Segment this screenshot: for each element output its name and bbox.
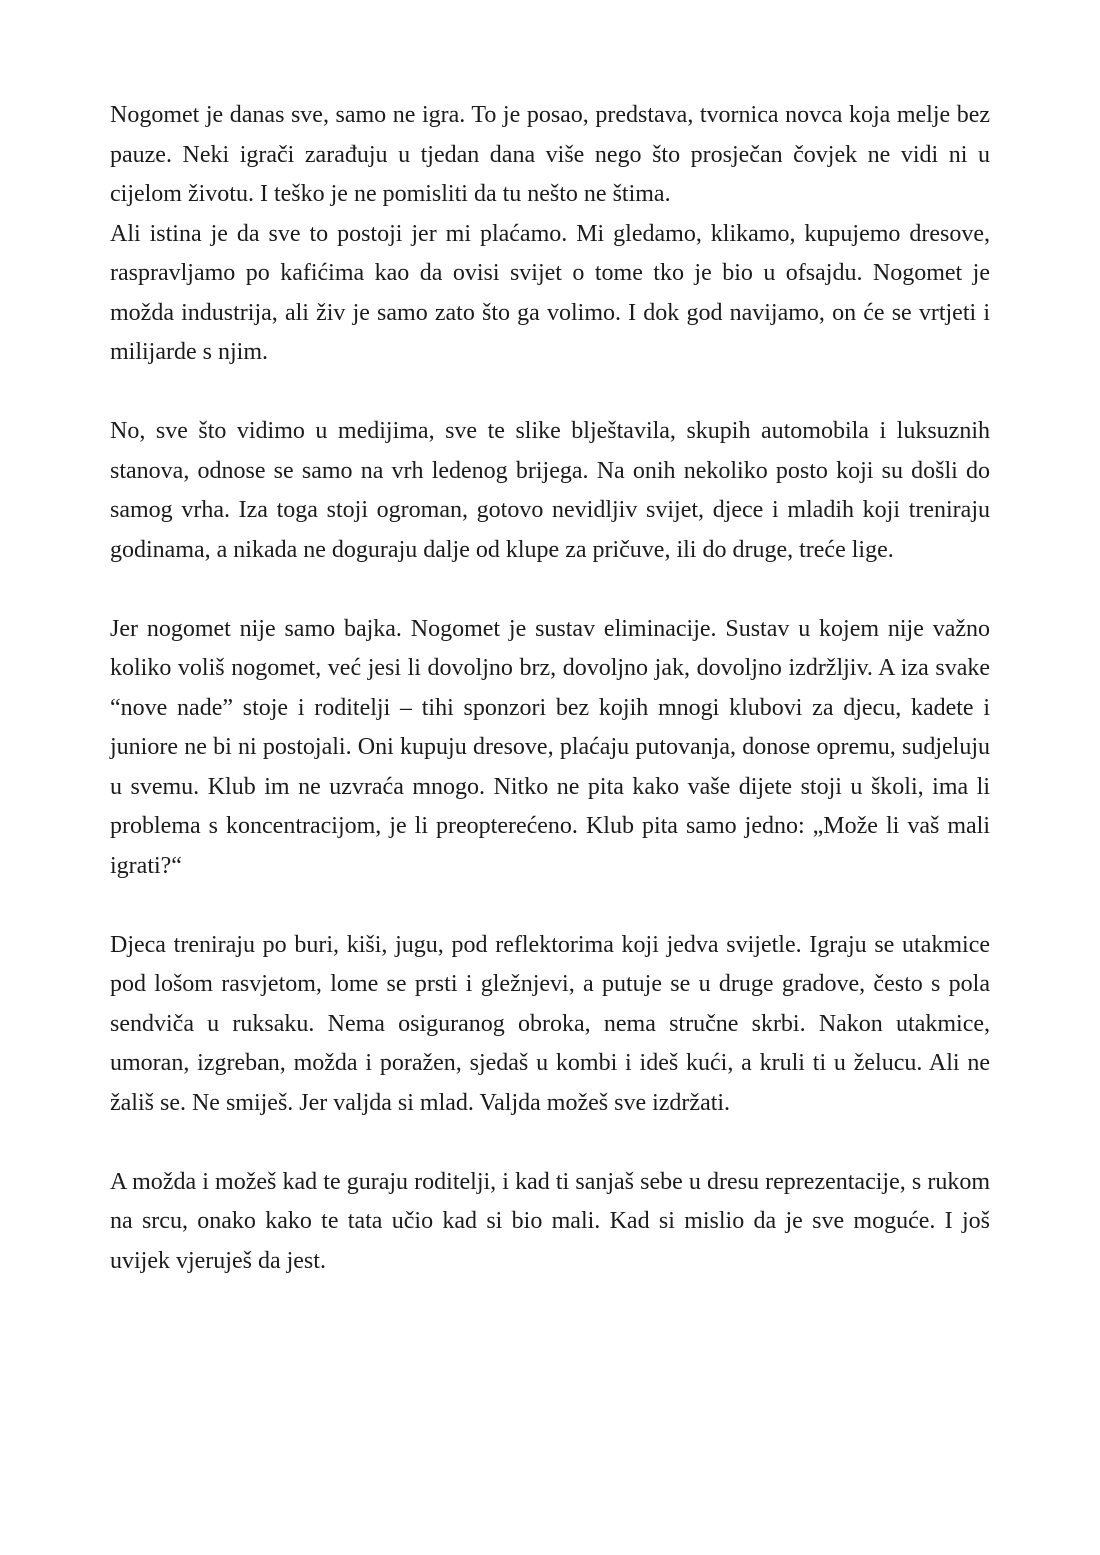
paragraph-4: Jer nogomet nije samo bajka. Nogomet je sustav eliminacije. Sustav u kojem nije važno koliko voliš nogomet, već jesi li dovoljno brz, dovoljno jak, dovoljno izdržljiv. A iza svake “nove nade” stoje i roditelji – tihi sponzori bez kojih mnogi klubovi za djecu, kadete i juniore ne bi ni postojali. Oni kupuju dresove, plaćaju putovanja, donose opremu, sudjeluju u svemu. Klub im ne uzvraća mnogo. Nitko ne pita kako vaše dijete stoji u školi, ima li problema s koncentracijom, je li preopterećeno. Klub pita samo jedno: „Može li vaš mali igrati?“	[110, 615, 990, 879]
paragraph-2: Ali istina je da sve to postoji jer mi plaćamo. Mi gledamo, klikamo, kupujemo dresove, raspravljamo po kafićima kao da ovisi svijet o tome tko je bio u ofsajdu. Nogomet je možda industrija, ali živ je samo zato što ga volimo. I dok god navijamo, on će se vrtjeti i milijarde s njim.	[110, 220, 990, 365]
paragraph-6: A možda i možeš kad te guraju roditelji, i kad ti sanjaš sebe u dresu reprezentacije, s rukom na srcu, onako kako te tata učio kad si bio mali. Kad si mislio da je sve moguće. I još uvijek vjeruješ da jest.	[110, 1168, 990, 1274]
article-body	[110, 96, 990, 1281]
paragraph-5: Djeca treniraju po buri, kiši, jugu, pod reflektorima koji jedva svijetle. Igraju se utakmice pod lošom rasvjetom, lome se prsti i gležnjevi, a putuje se u druge gradove, često s pola sendviča u ruksaku. Nema osiguranog obroka, nema stručne skrbi. Nakon utakmice, umoran, izgreban, možda i poražen, sjedaš u kombi i ideš kući, a kruli ti u želucu. Ali ne žališ se. Ne smiješ. Jer valjda si mlad. Valjda možeš sve izdržati.	[110, 931, 990, 1116]
paragraph-1: Nogomet je danas sve, samo ne igra. To je posao, predstava, tvornica novca koja melje bez pauze. Neki igrači zarađuju u tjedan dana više nego što prosječan čovjek ne vidi ni u cijelom životu. I teško je ne pomisliti da tu nešto ne štima.	[110, 102, 990, 207]
paragraph-3: No, sve što vidimo u medijima, sve te slike blještavila, skupih automobila i luksuznih stanova, odnose se samo na vrh ledenog brijega. Na onih nekoliko posto koji su došli do samog vrha. Iza toga stoji ogroman, gotovo nevidljiv svijet, djece i mladih koji treniraju godinama, a nikada ne doguraju dalje od klupe za pričuve, ili do druge, treće lige.	[110, 418, 990, 563]
